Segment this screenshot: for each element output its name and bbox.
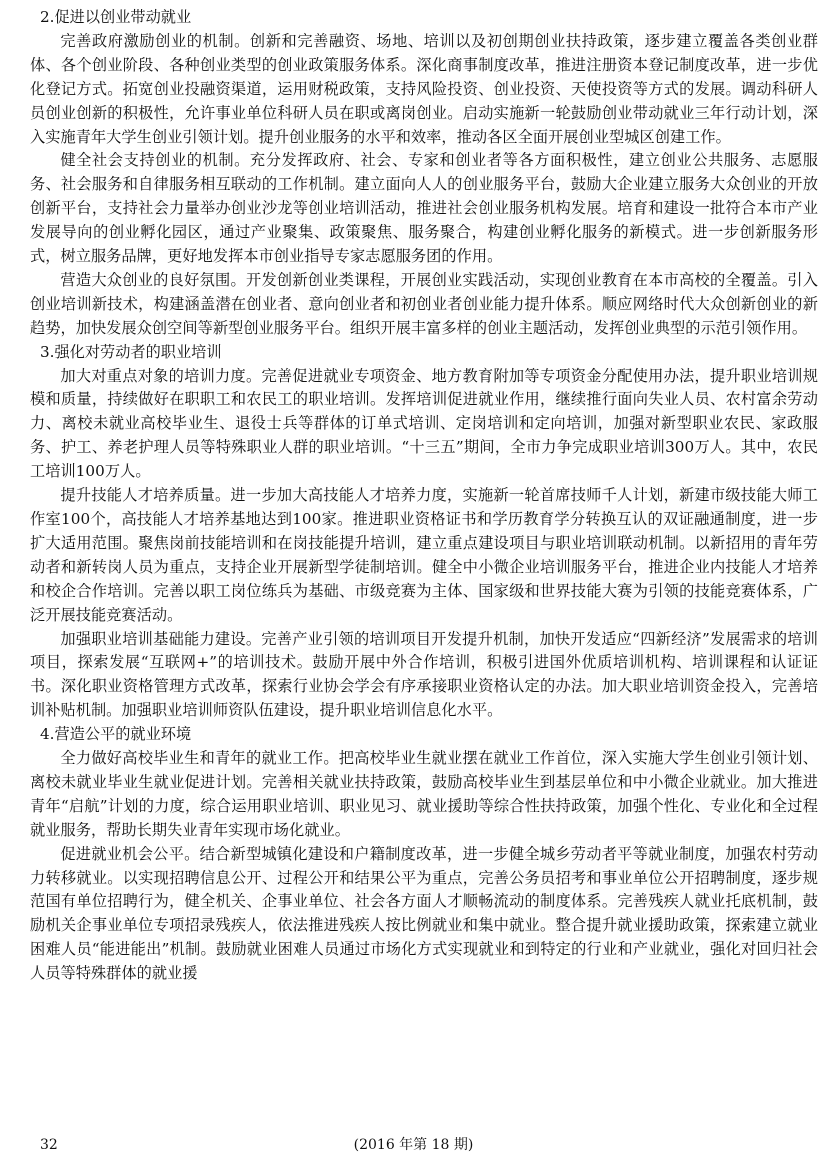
- paragraph: 加大对重点对象的培训力度。完善促进就业专项资金、地方教育附加等专项资金分配使用办法，提升职业培训规模和质量，持续做好在职职工和农民工的职业培训。发挥培训促进就业作用，继续推行面向失业人员、农村富余劳动力、离校未就业高校毕业生、退役士兵等群体的订单式培训、定岗培训和定向培训，加强对新型职业农民、家政服务、护工、养老护理人员等特殊职业人群的职业培训。“十三五”期间，全市力争完成职业培训300万人。其中，农民工培训100万人。: [30, 366, 818, 481]
- paragraph: 提升技能人才培养质量。进一步加大高技能人才培养力度，实施新一轮首席技师千人计划，新建市级技能大师工作室100个，高技能人才培养基地达到100家。推进职业资格证书和学历教育学分转换互认的双证融通制度，进一步扩大适用范围。聚焦岗前技能培训和在岗技能提升培训，建立重点建设项目与职业培训联动机制。以新招用的青年劳动者和新转岗人员为重点，支持企业开展新型学徒制培训。健全中小微企业培训服务平台，推进企业内技能人才培养和校企合作培训。完善以职工岗位练兵为基础、市级竞赛为主体、国家级和世界技能大赛为引领的技能竞赛体系，广泛开展技能竞赛活动。: [30, 486, 818, 624]
- section-heading-entrepreneurship: 2.促进以创业带动就业: [40, 8, 192, 26]
- article-body: [30, 6, 818, 986]
- paragraph: 加强职业培训基础能力建设。完善产业引领的培训项目开发提升机制，加快开发适应“四新经济”发展需求的培训项目，探索发展“互联网+”的培训技术。鼓励开展中外合作培训，积极引进国外优质培训机构、培训课程和认证证书。深化职业资格管理方式改革，探索行业协会学会有序承接职业资格认定的办法。加大职业培训资金投入，完善培训补贴机制。加强职业培训师资队伍建设，提升职业培训信息化水平。: [30, 629, 818, 720]
- paragraph: 健全社会支持创业的机制。充分发挥政府、社会、专家和创业者等各方面积极性，建立创业公共服务、志愿服务、社会服务和自律服务相互联动的工作机制。建立面向人人的创业服务平台，鼓励大企业建立服务大众创业的开放创新平台，支持社会力量举办创业沙龙等创业培训活动，推进社会创业服务机构发展。培育和建设一批符合本市产业发展导向的创业孵化园区，通过产业聚集、政策聚焦、服务聚合，构建创业孵化服务的新模式。进一步创新服务形式，树立服务品牌，更好地发挥本市创业指导专家志愿服务团的作用。: [30, 151, 818, 266]
- section-heading-vocational-training: 3.强化对劳动者的职业培训: [40, 342, 222, 361]
- section-heading-fair-employment: 4.营造公平的就业环境: [40, 725, 192, 744]
- paragraph: 营造大众创业的良好氛围。开发创新创业类课程，开展创业实践活动，实现创业教育在本市高校的全覆盖。引入创业培训新技术，构建涵盖潜在创业者、意向创业者和初创业者创业能力提升体系。顺应网络时代大众创新创业的新趋势，加快发展众创空间等新型创业服务平台。组织开展丰富多样的创业主题活动，发挥创业典型的示范引领作用。: [30, 270, 818, 337]
- page-number: 32: [40, 1137, 58, 1153]
- paragraph: 促进就业机会公平。结合新型城镇化建设和户籍制度改革，进一步健全城乡劳动者平等就业制度，加强农村劳动力转移就业。以实现招聘信息公开、过程公开和结果公平为重点，完善公务员招考和事业单位公开招聘制度，逐步规范国有单位招聘行为，健全机关、企事业单位、社会各方面人才顺畅流动的制度体系。完善残疾人就业托底机制，鼓励机关企事业单位专项招录残疾人，依法推进残疾人按比例就业和集中就业。整合提升就业援助政策，探索建立就业困难人员“能进能出”机制。鼓励就业困难人员通过市场化方式实现就业和到特定的行业和产业就业，强化对回归社会人员等特殊群体的就业援: [30, 844, 818, 983]
- paragraph: 全力做好高校毕业生和青年的就业工作。把高校毕业生就业摆在就业工作首位，深入实施大学生创业引领计划、离校未就业毕业生就业促进计划。完善相关就业扶持政策，鼓励高校毕业生到基层单位和中小微企业就业。加大推进青年“启航”计划的力度，综合运用职业培训、职业见习、就业援助等综合性扶持政策，加强个性化、专业化和全过程就业服务，帮助长期失业青年实现市场化就业。: [30, 749, 818, 839]
- paragraph: 完善政府激励创业的机制。创新和完善融资、场地、培训以及初创期创业扶持政策，逐步建立覆盖各类创业群体、各个创业阶段、各种创业类型的创业政策服务体系。深化商事制度改革，推进注册资本登记制度改革，进一步优化登记方式。拓宽创业投融资渠道，运用财税政策，支持风险投资、创业投资、天使投资等方式的发展。调动科研人员创业创新的积极性，允许事业单位科研人员在职或离岗创业。启动实施新一轮鼓励创业带动就业三年行动计划，深入实施青年大学生创业引领计划。提升创业服务的水平和效率，推动各区全面开展创业型城区创建工作。: [30, 31, 818, 146]
- issue-label: (2016 年第 18 期): [353, 1137, 474, 1153]
